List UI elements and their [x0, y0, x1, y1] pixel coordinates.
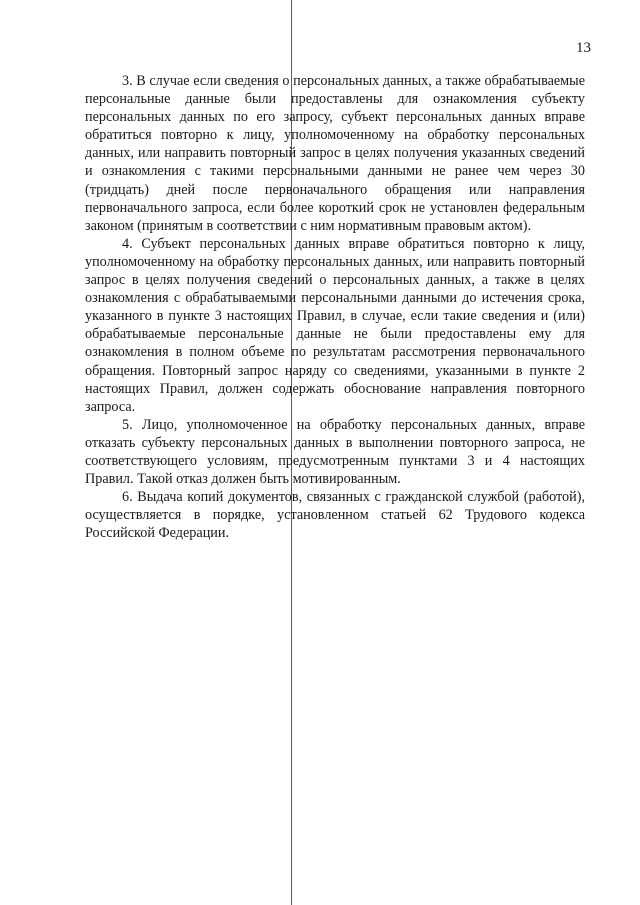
paragraph-3: 3. В случае если сведения о персональных данных, а также обрабатываемые персональные данные были предоставлены для ознакомления субъекту персональных данных по его запросу, субъект персональных данных вправе обратиться повторно к лицу, уполномоченному на обработку персональных данных, или направить повторный запрос в целях получения указанных сведений и ознакомления с такими персональными данными не ранее чем через 30 (тридцать) дней после первоначального обращения или направления первоначального запроса, если более короткий срок не установлен федеральным законом (принятым в соответствии с ним нормативным правовым актом). — [85, 73, 585, 234]
paragraph-6: 6. Выдача копий документов, связанных с гражданской службой (работой), осуществляется в порядке, установленном статьей 62 Трудового кодекса Российской Федерации. — [85, 489, 585, 542]
page-number: 13 — [576, 40, 591, 56]
paragraph-5: 5. Лицо, уполномоченное на обработку персональных данных, вправе отказать субъекту персональных данных в выполнении повторного запроса, не соответствующего условиям, предусмотренным пунктами 3 и 4 настоящих Правил. Такой отказ должен быть мотивированным. — [85, 416, 585, 488]
document-body — [85, 72, 585, 542]
paragraph-4: 4. Субъект персональных данных вправе обратиться повторно к лицу, уполномоченному на обработку персональных данных, или направить повторный запрос в целях получения сведений о персональных данных, а также в целях ознакомления с обрабатываемыми персональными данными до истечения срока, указанного в пункте 3 настоящих Правил, в случае, если такие сведения и (или) обрабатываемые персональные данные не были предоставлены ему для ознакомления в полном объеме по результатам рассмотрения первоначального обращения. Повторный запрос наряду со сведениями, указанными в пункте 2 настоящих Правил, должен содержать обоснование направления повторного запроса. — [85, 235, 585, 415]
